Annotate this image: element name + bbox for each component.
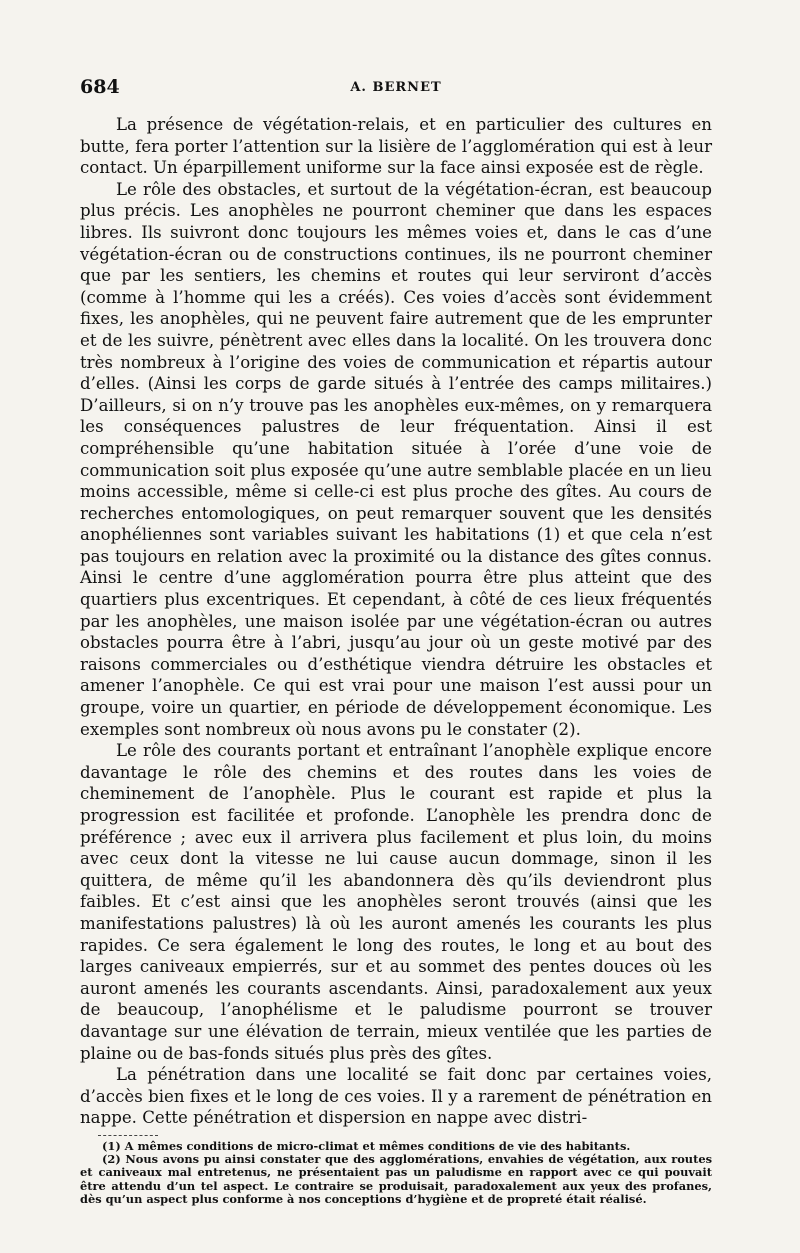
footnotes bbox=[80, 1140, 712, 1206]
paragraph: La présence de végétation-relais, et en particulier des cultures en butte, fera porter l’attention sur la lisière de l’agglomération qui est à leur contact. Un éparpillement uniforme sur la face ainsi exposée est de règle. bbox=[80, 115, 712, 178]
running-head-author: A. BERNET bbox=[350, 80, 442, 95]
footnote-2: (2) Nous avons pu ainsi constater que des agglomérations, envahies de végétation, aux routes et caniveaux mal entretenus, ne présentaient pas un paludisme en rapport avec ce qui pouvait être attendu d’un tel aspect. Le contraire se produisait, paradoxalement aux yeux des profanes, dès qu’un aspect plus conforme à nos conceptions d’hygiène et de propreté était réalisé. bbox=[80, 1152, 712, 1206]
footnote-divider bbox=[98, 1135, 158, 1136]
body-text bbox=[80, 114, 712, 1129]
footnote-1: (1) A mêmes conditions de micro-climat et mêmes conditions de vie des habitants. bbox=[102, 1138, 631, 1153]
paragraph: La pénétration dans une localité se fait donc par certaines voies, d’accès bien fixes et le long de ces voies. Il y a rarement de pénétration en nappe. Cette pénétration et dispersion en nappe avec distri- bbox=[80, 1065, 712, 1128]
paragraph: Le rôle des obstacles, et surtout de la végétation-écran, est beaucoup plus précis. Les anophèles ne pourront cheminer que dans les espaces libres. Ils suivront donc toujours les mêmes voies et, dans le cas d’une végétation-écran ou de constructions continues, ils ne pourront cheminer que par les sentiers, les chemins et routes qui leur serviront d’accès (comme à l’homme qui les a créés). Ces voies d’accès sont évidemment fixes, les anophèles, qui ne peuvent faire autrement que de les emprunter et de les suivre, pénètrent avec elles dans la localité. On les trouvera donc très nombreux à l’origine des voies de communication et répartis autour d’elles. (Ainsi les corps de garde situés à l’entrée des camps militaires.) D’ailleurs, si on n’y trouve pas les anophèles eux-mêmes, on y remarquera les conséquences palustres de leur fréquentation. Ainsi il est compréhensible qu’une habitation située à l’orée d’une voie de communication soit plus exposée qu’une autre semblable placée en un lieu moins accessible, même si celle-ci est plus proche des gîtes. Au cours de recherches entomologiques, on peut remarquer souvent que les densités anophéliennes sont variables suivant les habitations (1) et que cela n’est pas toujours en relation avec la proximité ou la distance des gîtes connus. Ainsi le centre d’une agglomération pourra être plus atteint que des quartiers plus excentriques. Et cependant, à côté de ces lieux fréquentés par les anophèles, une maison isolée par une végétation-écran ou autres obstacles pourra être à l’abri, jusqu’au jour où un geste motivé par des raisons commerciales ou d’esthétique viendra détruire les obstacles et amener l’anophèle. Ce qui est vrai pour une maison l’est aussi pour un groupe, voire un quartier, en période de développement économique. Les exemples sont nombreux où nous avons pu le constater (2). bbox=[80, 179, 712, 739]
page-header bbox=[80, 72, 712, 102]
paragraph: Le rôle des courants portant et entraînant l’anophèle explique encore davantage le rôle des chemins et des routes dans les voies de cheminement de l’anophèle. Plus le courant est rapide et plus la progression est facilitée et profonde. L’anophèle les prendra donc de préférence ; avec eux il arrivera plus facilement et plus loin, du moins avec ceux dont la vitesse ne lui cause aucun dommage, sinon il les quittera, de même qu’il les abandonnera dès qu’ils deviendront plus faibles. Et c’est ainsi que les anophèles seront trouvés (ainsi que les manifestations palustres) là où les auront amenés les courants les plus rapides. Ce sera également le long des routes, le long et au bout des larges caniveaux empierrés, sur et au sommet des pentes douces où les auront amenés les courants ascendants. Ainsi, paradoxalement aux yeux de beaucoup, l’anophélisme et le paludisme pourront se trouver davantage sur une élévation de terrain, mieux ventilée que les parties de plaine ou de bas-fonds situés plus près des gîtes. bbox=[80, 741, 712, 1063]
page-number: 684 bbox=[80, 76, 120, 98]
